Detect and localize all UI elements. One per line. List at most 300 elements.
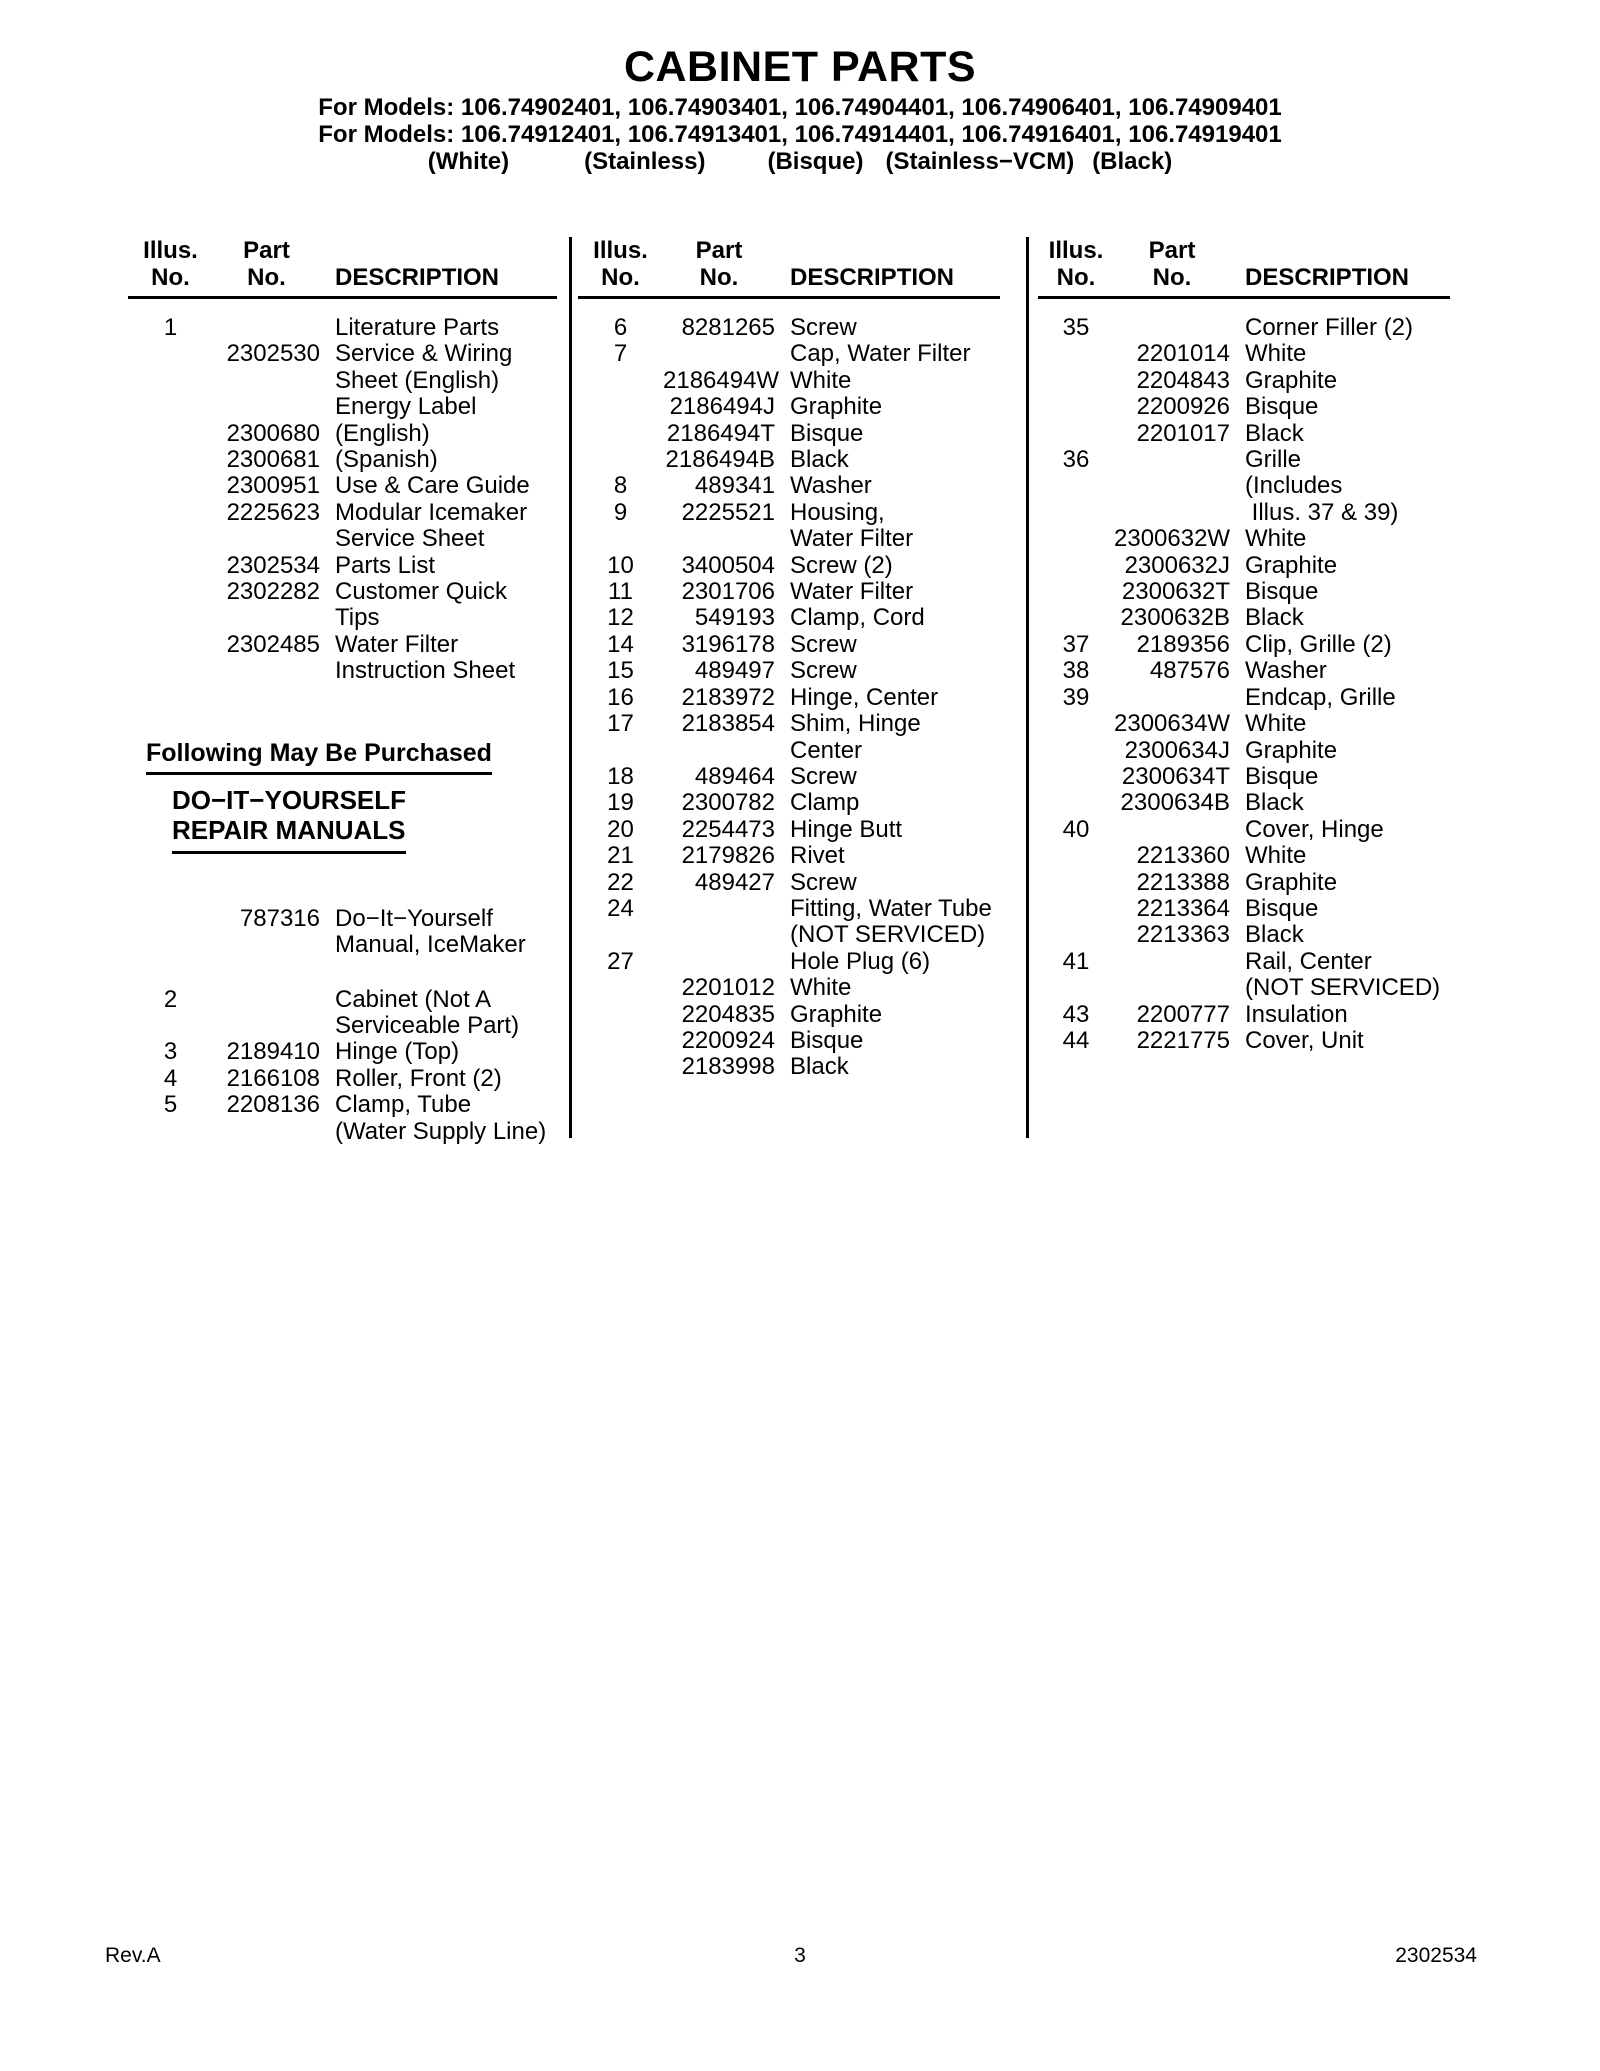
part-no-cell: 2300951	[226, 472, 320, 500]
illus-no-cell: 37	[1062, 630, 1090, 658]
part-no-cell: 2300632W	[1114, 525, 1231, 553]
description-cell: Washer	[790, 472, 872, 500]
illus-no-cell	[128, 906, 213, 932]
part-row	[128, 447, 557, 473]
description-cell: Customer Quick	[335, 578, 508, 606]
illus-no-cell: 2	[163, 985, 178, 1013]
part-row	[578, 790, 1000, 816]
part-row	[1038, 764, 1450, 790]
illus-no-cell: 43	[1062, 1000, 1090, 1028]
part-no-cell: 2301706	[681, 578, 775, 606]
description-cell: Water Filter	[790, 578, 914, 606]
part-row	[1038, 368, 1450, 394]
part-row	[1038, 421, 1450, 447]
description-cell: Roller, Front (2)	[335, 1064, 502, 1092]
part-row	[578, 764, 1000, 790]
part-row	[578, 394, 1000, 420]
part-row	[1038, 870, 1450, 896]
column-divider-2	[1026, 237, 1029, 1138]
illus-no-cell: 6	[613, 314, 628, 341]
description-cell: Screw	[790, 630, 857, 658]
part-no-header: No.	[247, 264, 286, 291]
part-row	[128, 932, 557, 958]
illus-no-cell	[128, 1013, 213, 1039]
illus-no-cell	[128, 553, 213, 579]
part-no-cell: 2200926	[1136, 393, 1230, 421]
illus-no-cell	[128, 421, 213, 447]
illus-no-cell	[1038, 500, 1114, 526]
description-cell: Washer	[1245, 657, 1327, 685]
illus-no-cell	[1038, 711, 1114, 737]
part-no-cell	[663, 896, 775, 922]
illus-no-header: No.	[601, 264, 640, 291]
illus-no-cell: 21	[607, 842, 634, 870]
description-cell: Graphite	[1245, 551, 1338, 579]
description-cell: Illus. 37 & 39)	[1245, 498, 1399, 526]
part-no-cell	[1114, 975, 1230, 1001]
part-row	[1038, 1028, 1450, 1054]
description-cell: (Includes	[1245, 472, 1343, 500]
part-no-cell: 2183972	[681, 683, 775, 711]
part-row	[1038, 817, 1450, 843]
description-cell: Bisque	[790, 1026, 864, 1054]
part-row	[578, 949, 1000, 975]
description-cell: Cabinet (Not A	[335, 985, 492, 1013]
table-header-1	[128, 237, 557, 299]
description-cell: Shim, Hinge	[790, 710, 921, 738]
part-no-cell: 489497	[694, 657, 775, 685]
part-row	[1038, 685, 1450, 711]
illus-no-cell: 41	[1062, 947, 1090, 975]
parts-rows-2	[578, 299, 1000, 1081]
description-cell: Do−It−Yourself	[335, 904, 493, 932]
part-row	[1038, 553, 1450, 579]
illus-no-cell	[578, 447, 663, 473]
part-no-cell	[213, 932, 320, 958]
illus-no-cell	[578, 1054, 663, 1080]
illus-no-cell: 35	[1062, 314, 1090, 341]
part-no-cell: 2300634T	[1121, 762, 1230, 790]
part-no-cell: 489464	[694, 762, 775, 790]
part-row	[128, 1039, 557, 1065]
part-row	[578, 315, 1000, 341]
description-header: DESCRIPTION	[335, 264, 500, 291]
part-row	[578, 526, 1000, 552]
parts-column-3	[1038, 237, 1450, 1054]
illus-no-cell	[1038, 922, 1114, 948]
description-cell: Hinge (Top)	[335, 1038, 460, 1066]
models-line-2: For Models: 106.74912401, 106.74913401, 106.74914401, 106.74916401, 106.74919401	[318, 121, 1282, 148]
part-row	[1038, 949, 1450, 975]
description-cell: Black	[1245, 789, 1304, 817]
table-header-3	[1038, 237, 1450, 299]
part-row	[1038, 394, 1450, 420]
part-row	[1038, 447, 1450, 473]
part-no-cell: 489341	[694, 472, 775, 500]
description-cell: Graphite	[790, 393, 883, 421]
part-row	[578, 1054, 1000, 1080]
description-cell: Cover, Hinge	[1245, 815, 1384, 843]
part-row	[1038, 896, 1450, 922]
part-row	[578, 896, 1000, 922]
part-no-cell: 2179826	[681, 842, 775, 870]
description-cell: Fitting, Water Tube	[790, 894, 992, 922]
part-no-cell: 2302534	[226, 551, 320, 579]
part-no-cell	[663, 949, 775, 975]
illus-no-cell: 12	[607, 604, 634, 632]
illus-no-cell	[1038, 605, 1114, 631]
part-no-cell: 2189356	[1136, 630, 1230, 658]
description-cell: Hinge Butt	[790, 815, 903, 843]
description-cell: Service Sheet	[335, 525, 485, 553]
part-no-cell: 8281265	[681, 314, 775, 341]
part-row	[578, 1028, 1000, 1054]
illus-no-cell	[1038, 421, 1114, 447]
part-no-cell	[1114, 685, 1230, 711]
finish-black: (Black)	[1092, 148, 1173, 175]
description-cell: Water Filter	[335, 630, 459, 658]
part-no-cell	[1114, 817, 1230, 843]
description-cell: Screw	[790, 762, 857, 790]
part-row	[128, 632, 557, 658]
section-heading-line: DO−IT−YOURSELF	[172, 784, 407, 815]
illus-no-cell: 36	[1062, 446, 1090, 474]
illus-no-cell	[1038, 764, 1114, 790]
part-no-cell: 2254473	[681, 815, 775, 843]
part-row	[578, 632, 1000, 658]
description-header: DESCRIPTION	[790, 264, 955, 291]
illus-no-cell	[578, 394, 663, 420]
illus-no-cell	[578, 1028, 663, 1054]
description-cell: Instruction Sheet	[335, 657, 516, 685]
part-no-cell: 487576	[1149, 657, 1230, 685]
part-no-cell: 2201017	[1136, 419, 1230, 447]
part-no-cell: 2186494W	[663, 366, 780, 394]
description-cell: White	[1245, 525, 1307, 553]
part-no-cell: 2221775	[1136, 1026, 1230, 1054]
part-row	[1038, 843, 1450, 869]
illus-no-cell	[578, 975, 663, 1001]
part-no-cell	[1114, 473, 1230, 499]
illus-no-cell	[1038, 341, 1114, 367]
part-row	[1038, 605, 1450, 631]
part-row	[1038, 711, 1450, 737]
part-row	[1038, 738, 1450, 764]
part-no-cell: 2204835	[681, 1000, 775, 1028]
part-row	[578, 605, 1000, 631]
part-row	[578, 817, 1000, 843]
illus-no-cell: 10	[607, 551, 634, 579]
illus-no-cell	[1038, 975, 1114, 1001]
part-row	[128, 1092, 557, 1118]
illus-header: Illus.	[143, 237, 198, 264]
part-no-cell	[213, 315, 320, 341]
illus-no-cell: 44	[1062, 1026, 1090, 1054]
part-row	[578, 447, 1000, 473]
description-cell: White	[790, 366, 852, 394]
part-no-cell	[1114, 447, 1230, 473]
part-row	[1038, 526, 1450, 552]
part-no-cell	[213, 605, 320, 631]
footer-page-number: 3	[794, 1944, 806, 1967]
part-row	[1038, 922, 1450, 948]
illus-no-cell: 18	[607, 762, 634, 790]
part-no-cell: 2201014	[1136, 340, 1230, 368]
description-cell: Bisque	[1245, 894, 1319, 922]
illus-no-cell: 9	[613, 498, 628, 526]
description-cell: Grille	[1245, 446, 1302, 474]
part-no-cell	[213, 368, 320, 394]
part-no-cell: 549193	[694, 604, 775, 632]
part-header: Part	[695, 237, 743, 264]
illus-no-header: No.	[151, 264, 190, 291]
illus-no-cell: 7	[613, 340, 628, 368]
description-cell: (Water Supply Line)	[335, 1117, 547, 1145]
description-cell: White	[1245, 710, 1307, 738]
part-row	[128, 394, 557, 420]
illus-no-cell	[128, 473, 213, 499]
part-no-cell: 2201012	[681, 974, 775, 1002]
part-no-cell	[213, 526, 320, 552]
page-title: CABINET PARTS	[623, 43, 977, 91]
description-cell: Clamp, Cord	[790, 604, 925, 632]
part-row	[578, 685, 1000, 711]
part-row	[128, 315, 557, 341]
illus-no-cell	[578, 922, 663, 948]
part-row	[128, 421, 557, 447]
part-row	[578, 738, 1000, 764]
part-no-cell	[663, 526, 775, 552]
part-no-cell	[1114, 315, 1230, 341]
part-row	[1038, 975, 1450, 1001]
description-cell: Graphite	[1245, 366, 1338, 394]
part-row	[578, 368, 1000, 394]
part-row	[1038, 1002, 1450, 1028]
illus-no-cell	[128, 394, 213, 420]
illus-no-cell: 8	[613, 472, 628, 500]
illus-no-cell: 38	[1062, 657, 1090, 685]
description-cell: Serviceable Part)	[335, 1011, 520, 1039]
description-cell: Screw (2)	[790, 551, 893, 579]
illus-no-cell	[128, 658, 213, 684]
illus-no-cell	[1038, 790, 1114, 816]
description-cell: Tips	[335, 604, 380, 632]
illus-no-cell	[1038, 368, 1114, 394]
illus-no-cell	[1038, 473, 1114, 499]
illus-no-cell	[128, 368, 213, 394]
part-row	[128, 1119, 557, 1145]
part-no-cell: 2183998	[681, 1053, 775, 1081]
description-cell: Housing,	[790, 498, 885, 526]
description-header: DESCRIPTION	[1245, 264, 1410, 291]
table-header-2	[578, 237, 1000, 299]
part-no-cell: 2213363	[1136, 921, 1230, 949]
part-no-cell	[213, 658, 320, 684]
section-heading-purchase: Following May Be Purchased	[146, 739, 492, 775]
footer-revision: Rev.A	[105, 1944, 161, 1967]
part-no-cell	[663, 922, 775, 948]
illus-no-cell: 16	[607, 683, 634, 711]
description-cell: Energy Label	[335, 393, 477, 421]
part-row	[578, 473, 1000, 499]
part-row	[128, 987, 557, 1013]
description-cell: Black	[1245, 921, 1304, 949]
description-cell: (Spanish)	[335, 446, 438, 474]
part-row	[578, 711, 1000, 737]
illus-no-cell	[578, 1002, 663, 1028]
description-cell: Bisque	[790, 419, 864, 447]
part-row	[1038, 579, 1450, 605]
part-row	[128, 1013, 557, 1039]
parts-rows-3	[1038, 299, 1450, 1054]
description-cell: Sheet (English)	[335, 366, 500, 394]
description-cell: Cap, Water Filter	[790, 340, 971, 368]
illus-no-cell	[1038, 579, 1114, 605]
part-row	[1038, 315, 1450, 341]
illus-no-cell	[128, 526, 213, 552]
illus-no-cell	[1038, 553, 1114, 579]
parts-rows-1	[128, 299, 557, 1145]
part-no-cell: 2300782	[681, 789, 775, 817]
illus-no-cell: 4	[163, 1064, 178, 1092]
illus-no-cell: 3	[163, 1038, 178, 1066]
part-row	[578, 553, 1000, 579]
description-cell: Modular Icemaker	[335, 498, 528, 526]
part-row	[128, 341, 557, 367]
footer-doc-number: 2302534	[1395, 1944, 1477, 1967]
part-no-cell	[213, 394, 320, 420]
part-no-cell: 2300634J	[1124, 736, 1230, 764]
description-cell: (NOT SERVICED)	[1245, 974, 1441, 1002]
part-row	[1038, 341, 1450, 367]
section-heading-line: REPAIR MANUALS	[172, 814, 406, 845]
description-cell: Bisque	[1245, 578, 1319, 606]
part-row	[1038, 632, 1450, 658]
description-cell: Parts List	[335, 551, 436, 579]
description-cell: Use & Care Guide	[335, 472, 530, 500]
description-cell: Rail, Center	[1245, 947, 1372, 975]
part-no-cell: 2300634W	[1114, 710, 1231, 738]
illus-no-cell	[1038, 526, 1114, 552]
description-cell: Clamp	[790, 789, 860, 817]
part-row	[128, 579, 557, 605]
description-cell: (English)	[335, 419, 430, 447]
illus-no-cell: 14	[607, 630, 634, 658]
finish-stainless: (Stainless)	[584, 148, 706, 175]
part-row	[128, 500, 557, 526]
description-cell: (NOT SERVICED)	[790, 921, 986, 949]
description-cell: Screw	[790, 868, 857, 896]
part-no-cell	[663, 341, 775, 367]
description-cell: Clip, Grille (2)	[1245, 630, 1392, 658]
description-cell: Manual, IceMaker	[335, 931, 526, 959]
section-heading-diy-manuals	[172, 785, 406, 854]
finish-bisque: (Bisque)	[767, 148, 864, 175]
part-row	[128, 605, 557, 631]
illus-header: Illus.	[593, 237, 648, 264]
illus-no-cell: 5	[163, 1091, 178, 1119]
header-spacer	[1230, 237, 1450, 264]
illus-no-cell	[1038, 870, 1114, 896]
illus-no-cell	[1038, 738, 1114, 764]
part-no-cell: 2208136	[226, 1091, 320, 1119]
part-no-cell	[1114, 500, 1230, 526]
part-row	[578, 421, 1000, 447]
part-no-cell: 2186494T	[666, 419, 775, 447]
description-cell: Cover, Unit	[1245, 1026, 1364, 1054]
part-row	[128, 368, 557, 394]
part-no-cell: 2300680	[226, 419, 320, 447]
illus-no-cell: 24	[607, 894, 634, 922]
description-cell: White	[790, 974, 852, 1002]
illus-no-cell: 39	[1062, 683, 1090, 711]
illus-no-cell: 40	[1062, 815, 1090, 843]
illus-no-cell	[128, 932, 213, 958]
description-cell: Hole Plug (6)	[790, 947, 931, 975]
illus-no-cell	[578, 526, 663, 552]
description-cell: Bisque	[1245, 762, 1319, 790]
illus-no-cell	[128, 1119, 213, 1145]
part-no-cell: 2186494J	[669, 393, 775, 421]
description-cell: Black	[790, 1053, 849, 1081]
part-no-cell: 2213388	[1136, 868, 1230, 896]
illus-no-header: No.	[1056, 264, 1096, 291]
illus-no-cell	[1038, 896, 1114, 922]
description-cell: Graphite	[790, 1000, 883, 1028]
part-row	[578, 658, 1000, 684]
part-header: Part	[1148, 237, 1196, 264]
description-cell: Graphite	[1245, 736, 1338, 764]
description-cell: Black	[1245, 419, 1304, 447]
part-no-cell: 2300632T	[1121, 578, 1230, 606]
part-no-cell	[213, 1013, 320, 1039]
row-group-gap	[128, 959, 557, 987]
illus-no-cell	[1038, 843, 1114, 869]
part-row	[578, 975, 1000, 1001]
part-no-cell: 2302530	[226, 340, 320, 368]
part-row	[128, 658, 557, 684]
illus-no-cell	[128, 341, 213, 367]
description-cell: Rivet	[790, 842, 845, 870]
part-row	[1038, 500, 1450, 526]
part-no-cell: 2302282	[226, 578, 320, 606]
illus-no-cell: 17	[607, 710, 634, 738]
finish-stainless-vcm: (Stainless−VCM)	[885, 148, 1075, 175]
description-cell: Endcap, Grille	[1245, 683, 1396, 711]
part-row	[578, 500, 1000, 526]
part-no-cell: 2183854	[681, 710, 775, 738]
header-spacer	[320, 237, 557, 264]
description-cell: Black	[790, 446, 849, 474]
description-cell: Center	[790, 736, 863, 764]
parts-column-1	[128, 237, 557, 1145]
part-no-cell: 787316	[239, 904, 320, 932]
part-no-cell: 2204843	[1136, 366, 1230, 394]
part-no-cell: 2300632J	[1124, 551, 1230, 579]
illus-no-cell	[128, 605, 213, 631]
illus-no-cell	[128, 500, 213, 526]
part-no-header: No.	[699, 264, 739, 291]
part-no-cell: 2186494B	[665, 446, 775, 474]
part-no-cell	[213, 987, 320, 1013]
part-row	[128, 553, 557, 579]
part-no-cell: 2300634B	[1120, 789, 1230, 817]
description-cell: Clamp, Tube	[335, 1091, 472, 1119]
illus-no-cell	[128, 447, 213, 473]
description-cell: Insulation	[1245, 1000, 1348, 1028]
part-no-cell	[1114, 949, 1230, 975]
part-header: Part	[243, 237, 290, 264]
